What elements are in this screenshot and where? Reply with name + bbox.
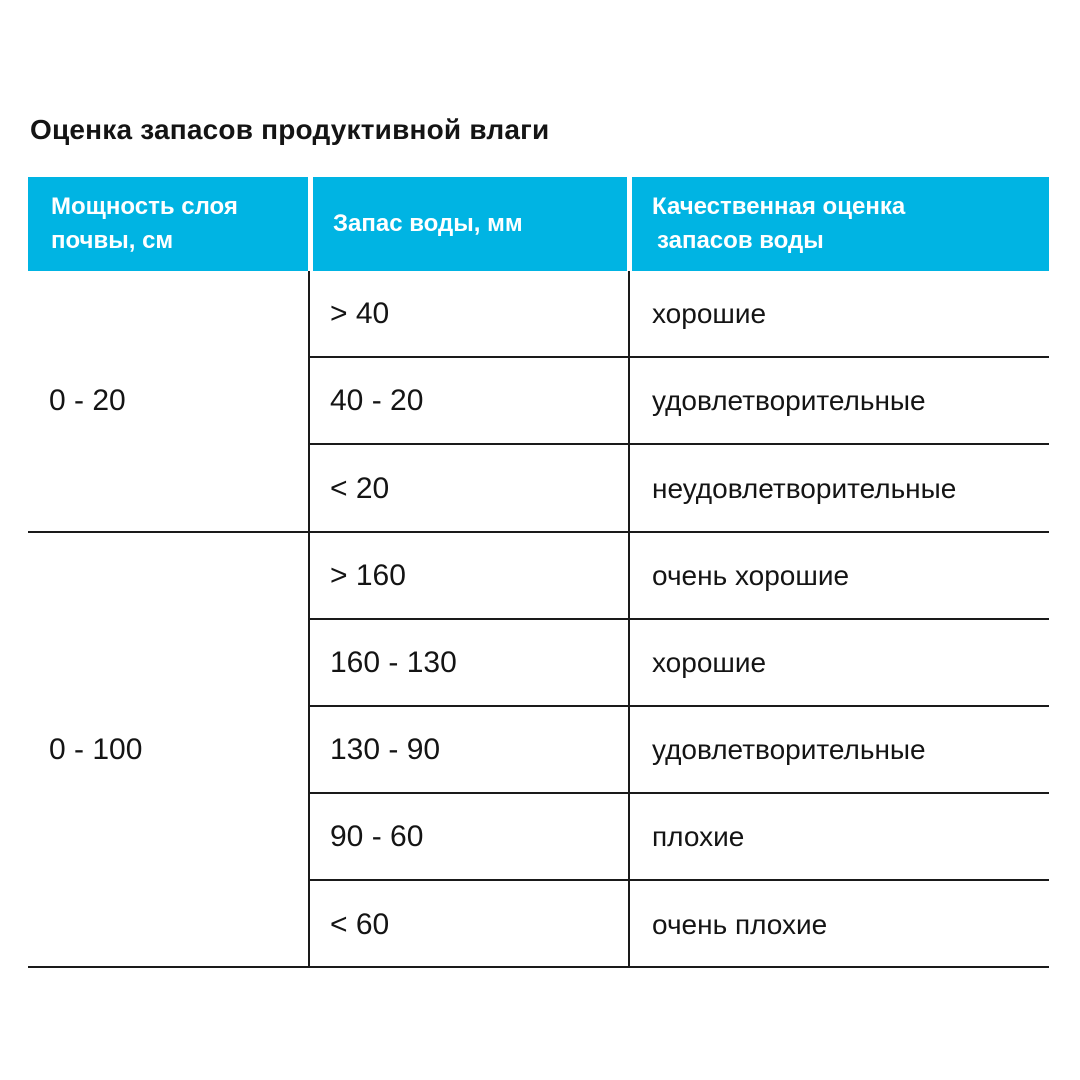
quality-cell: неудовлетворительные <box>652 472 957 504</box>
table-row <box>310 794 1049 881</box>
header-water-reserve-label: Запас воды, мм <box>333 210 523 237</box>
water-value-cell: 160 - 130 <box>310 620 630 705</box>
water-value-cell: > 160 <box>310 533 630 618</box>
table-row <box>310 620 1049 707</box>
page-title: Оценка запасов продуктивной влаги <box>30 114 550 145</box>
quality-cell: хорошие <box>652 297 767 329</box>
header-soil-depth <box>28 177 308 271</box>
depth-label: 0 - 20 <box>49 384 126 417</box>
header-soil-depth-line1: Мощность слоя <box>51 193 238 220</box>
header-soil-depth-line2: почвы, см <box>51 227 174 254</box>
quality-cell: очень плохие <box>652 908 828 940</box>
table-group-0-20 <box>28 271 1049 533</box>
quality-cell: удовлетворительные <box>652 384 926 416</box>
depth-cell <box>28 533 310 966</box>
depth-label: 0 - 100 <box>49 732 143 766</box>
table-row <box>310 881 1049 968</box>
table-row <box>310 707 1049 794</box>
table-row <box>310 358 1049 445</box>
header-quality <box>632 177 1049 271</box>
header-quality-line2: запасов воды <box>657 227 824 254</box>
table-row <box>310 271 1049 358</box>
water-value-cell: 130 - 90 <box>310 707 630 792</box>
water-value-cell: 90 - 60 <box>310 794 630 879</box>
water-value-cell: 40 - 20 <box>310 358 630 443</box>
water-value-cell: < 60 <box>310 881 630 968</box>
header-water-reserve <box>313 177 627 271</box>
quality-cell: удовлетворительные <box>652 733 926 765</box>
moisture-table <box>28 177 1049 968</box>
quality-cell: очень хорошие <box>652 559 850 591</box>
header-quality-line1: Качественная оценка <box>652 193 906 220</box>
quality-cell: хорошие <box>652 646 767 678</box>
table-group-0-100 <box>28 533 1049 968</box>
table-header <box>28 177 1049 271</box>
depth-cell <box>28 271 310 531</box>
table-row <box>310 445 1049 532</box>
quality-cell: плохие <box>652 820 745 852</box>
table-row <box>310 533 1049 620</box>
water-value-cell: > 40 <box>310 271 630 356</box>
water-value-cell: < 20 <box>310 445 630 532</box>
